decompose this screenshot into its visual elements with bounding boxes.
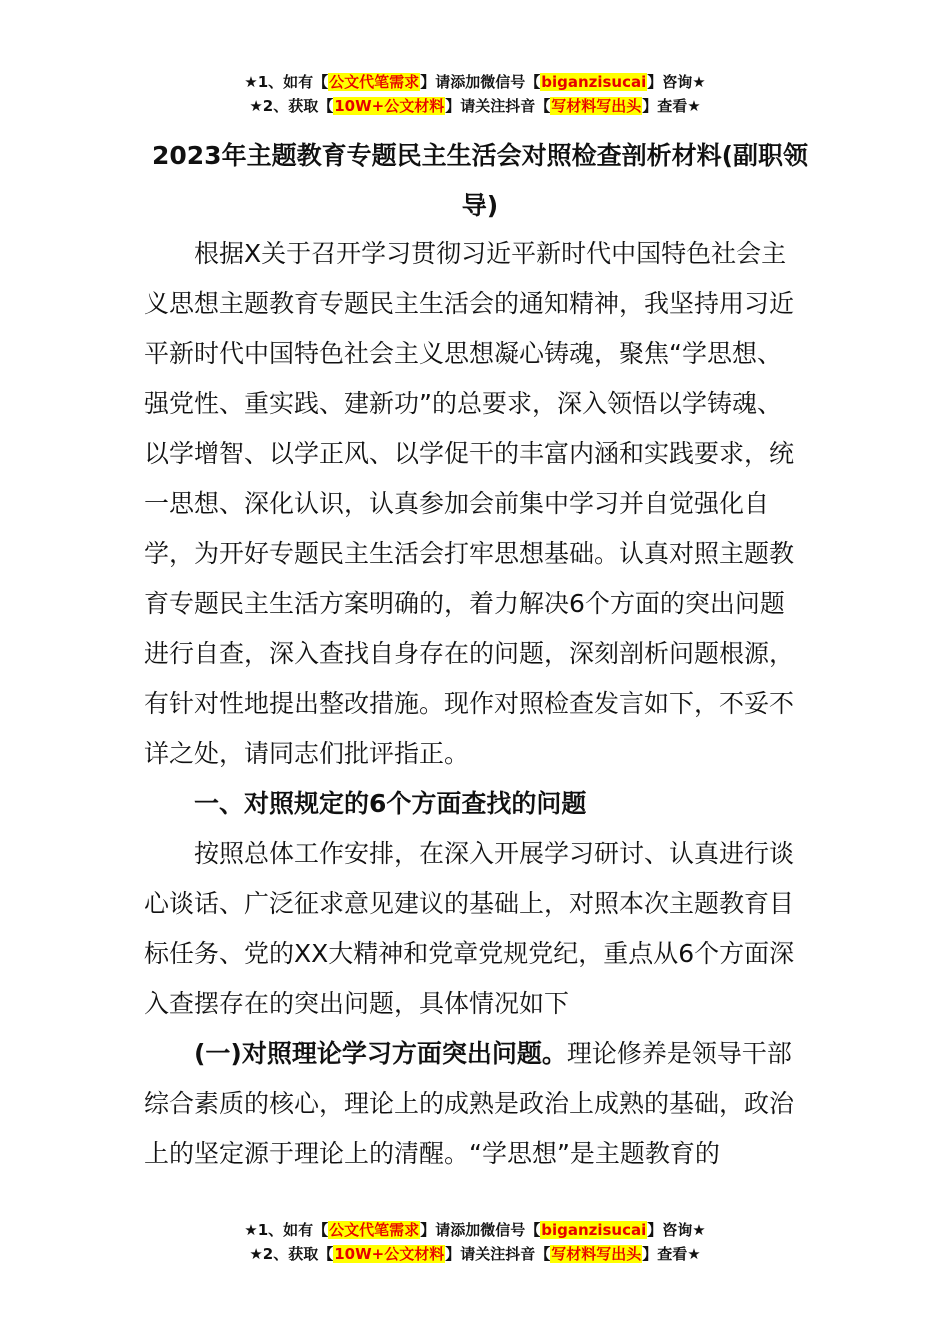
document-body <box>144 229 806 1179</box>
banner-highlight: biganzisucai <box>541 1221 647 1239</box>
banner-text: ★1、如有【 <box>244 1221 329 1239</box>
paragraph-theory-text: 理论修养是领导干部综合素质的核心，理论上的成熟是政治上成熟的基础，政治上的坚定源于理论上的清醒。“学思想”是主题教育的 <box>144 1039 795 1168</box>
banner-highlight: biganzisucai <box>541 73 647 91</box>
banner-text: 】请添加微信号【 <box>420 1221 541 1239</box>
banner-text: ★1、如有【 <box>244 73 329 91</box>
banner-highlight: 写材料写出头 <box>551 97 642 115</box>
banner-highlight: 公文代笔需求 <box>329 73 420 91</box>
banner-text: 】请关注抖音【 <box>445 97 551 115</box>
section-heading-1: 一、对照规定的6个方面查找的问题 <box>194 789 587 818</box>
paragraph-theory <box>144 1029 806 1179</box>
paragraph-overview: 按照总体工作安排，在深入开展学习研讨、认真进行谈心谈话、广泛征求意见建议的基础上，对照本次主题教育目标任务、党的XX大精神和党章党规党纪，重点从6个方面深入查摆存在的突出问题，具体情况如下 <box>144 839 795 1018</box>
banner-line-1 <box>0 70 950 94</box>
banner-line-2 <box>0 1242 950 1266</box>
banner-line-2 <box>0 94 950 118</box>
banner-text: 】查看★ <box>642 1245 701 1263</box>
document-title: 2023年主题教育专题民主生活会对照检查剖析材料(副职领导) <box>151 141 808 220</box>
banner-highlight: 公文代笔需求 <box>329 1221 420 1239</box>
bottom-banner <box>0 1218 950 1266</box>
banner-text: 】咨询★ <box>647 1221 706 1239</box>
banner-highlight: 10W+公文材料 <box>334 1245 445 1263</box>
banner-text: ★2、获取【 <box>249 1245 334 1263</box>
banner-text: 】查看★ <box>642 97 701 115</box>
banner-text: 】咨询★ <box>647 73 706 91</box>
banner-highlight: 写材料写出头 <box>551 1245 642 1263</box>
paragraph-intro: 根据X关于召开学习贯彻习近平新时代中国特色社会主义思想主题教育专题民主生活会的通知精神，我坚持用习近平新时代中国特色社会主义思想凝心铸魂，聚焦“学思想、强党性、重实践、建新功”的总要求，深入领悟以学铸魂、以学增智、以学正风、以学促干的丰富内涵和实践要求，统一思想、深化认识，认真参加会前集中学习并自觉强化自学，为开好专题民主生活会打牢思想基础。认真对照主题教育专题民主生活方案明确的，着力解决6个方面的突出问题进行自查，深入查找自身存在的问题，深刻剖析问题根源，有针对性地提出整改措施。现作对照检查发言如下，不妥不详之处，请同志们批评指正。 <box>144 239 795 768</box>
banner-text: 】请添加微信号【 <box>420 73 541 91</box>
banner-text: 】请关注抖音【 <box>445 1245 551 1263</box>
top-banner <box>0 70 950 118</box>
banner-highlight: 10W+公文材料 <box>334 97 445 115</box>
banner-line-1 <box>0 1218 950 1242</box>
subheading-theory: (一)对照理论学习方面突出问题。 <box>194 1039 567 1068</box>
banner-text: ★2、获取【 <box>249 97 334 115</box>
